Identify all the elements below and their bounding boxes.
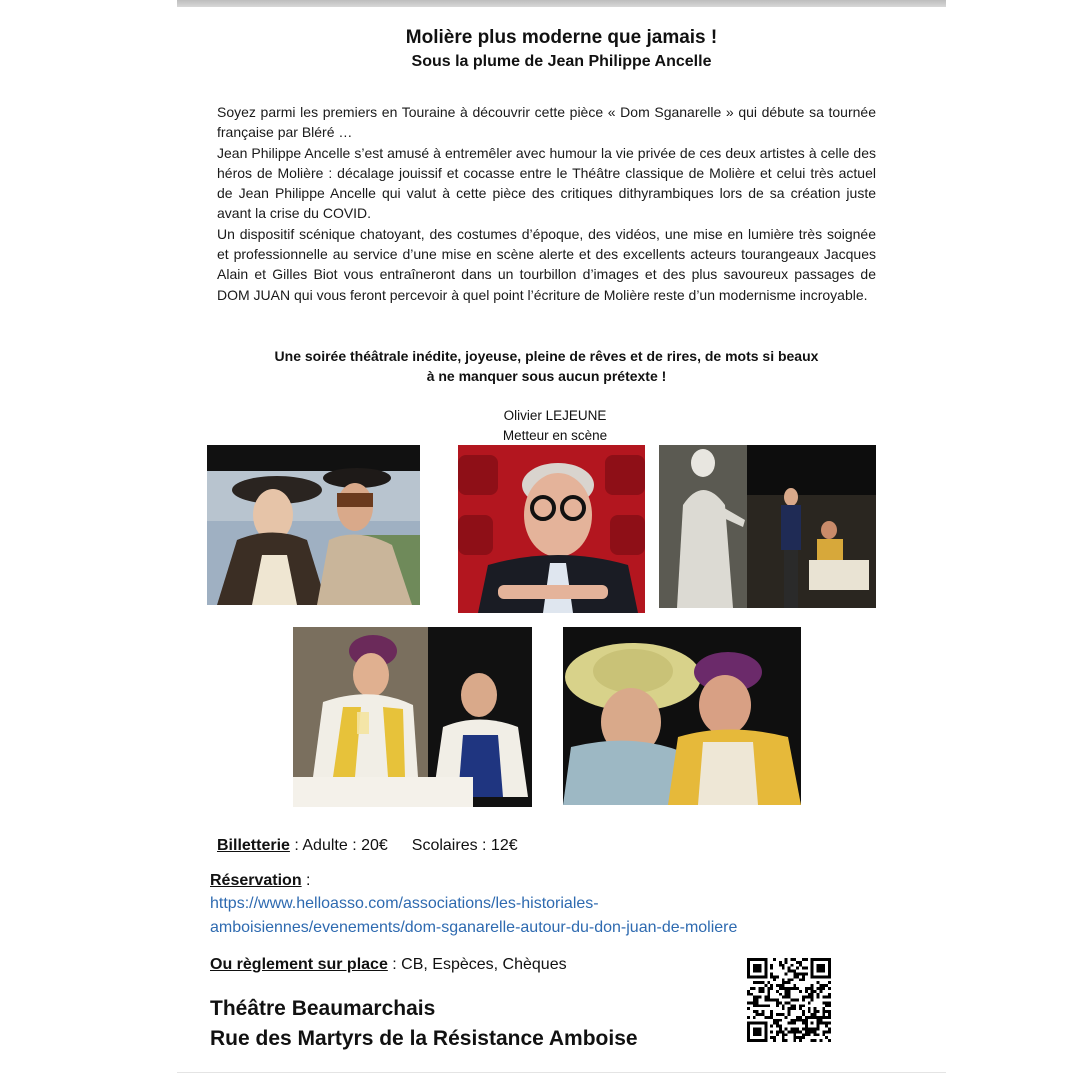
venue-name: Théâtre Beaumarchais — [210, 997, 436, 1020]
description-text — [217, 102, 876, 305]
director-role: Metteur en scène — [502, 428, 608, 443]
ticket-label: Billetterie — [217, 837, 290, 854]
actors-photo-icon — [207, 445, 420, 605]
photo-actors-hats — [207, 445, 420, 605]
director-name: Olivier LEJEUNE — [503, 408, 607, 423]
top-edge-bar — [177, 0, 946, 7]
reservation-link-line-2[interactable]: amboisiennes/evenements/dom-sganarelle-autour-du-don-juan-de-moliere — [210, 919, 738, 936]
photo-actors-drinking — [293, 627, 532, 807]
photo-actors-straw-hat — [563, 627, 801, 805]
qr-code-icon — [747, 958, 831, 1042]
page-edge — [177, 1072, 946, 1073]
actors-photo-icon — [293, 627, 532, 807]
payment-methods: : CB, Espèces, Chèques — [387, 956, 567, 973]
actors-photo-icon — [563, 627, 801, 805]
ticket-prices — [217, 835, 518, 857]
paragraph-intro: Soyez parmi les premiers en Touraine à découvrir cette pièce « Dom Sganarelle » qui débute sa tournée française par Bléré … — [217, 104, 876, 141]
tagline-line-2: à ne manquer sous aucun prétexte ! — [426, 368, 667, 384]
qr-code[interactable] — [747, 958, 831, 1042]
reservation-label: Réservation — [210, 872, 302, 889]
reservation-colon: : — [301, 872, 311, 889]
reservation-heading — [210, 870, 310, 892]
director-credit — [440, 406, 670, 446]
payment-info — [210, 954, 567, 976]
venue-address: Rue des Martyrs de la Résistance Amboise — [210, 1027, 638, 1050]
student-price: Scolaires : 12€ — [411, 837, 518, 854]
tagline-line-1: Une soirée théâtrale inédite, joyeuse, pleine de rêves et de rires, de mots si beaux — [274, 348, 819, 364]
photo-director-portrait — [458, 445, 645, 613]
page-subtitle: Sous la plume de Jean Philippe Ancelle — [411, 53, 712, 70]
reservation-link-line-1[interactable]: https://www.helloasso.com/associations/les-historiales- — [210, 895, 599, 912]
photo-statue-scene — [659, 445, 876, 608]
payment-label: Ou règlement sur place — [210, 956, 388, 973]
portrait-photo-icon — [458, 445, 645, 613]
adult-price: : Adulte : 20€ — [289, 837, 388, 854]
stage-photo-icon — [659, 445, 876, 608]
page-title: Molière plus moderne que jamais ! — [405, 27, 718, 48]
tagline — [217, 346, 876, 386]
paragraph-staging: Un dispositif scénique chatoyant, des costumes d’époque, des vidéos, une mise en lumière très soignée et professionnelle au service d’une mise en scène alerte et des excellents acteurs tourangeaux Jacques Alain et Gilles Biot vous entraîneront dans un tourbillon d’images et des plus savoureux passages de DOM JUAN qui vous feront percevoir à quel point l’écriture de Molière reste d’un modernisme incroyable. — [217, 225, 876, 303]
paragraph-author: Jean Philippe Ancelle s’est amusé à entremêler avec humour la vie privée de ces deux artistes à celle des héros de Molière : décalage jouissif et cocasse entre le Théâtre classique de Molière et celui très actuel de Jean Philippe Ancelle qui valut à cette pièce des critiques dithyrambiques lors de sa création juste avant la crise du COVID. — [217, 144, 876, 222]
